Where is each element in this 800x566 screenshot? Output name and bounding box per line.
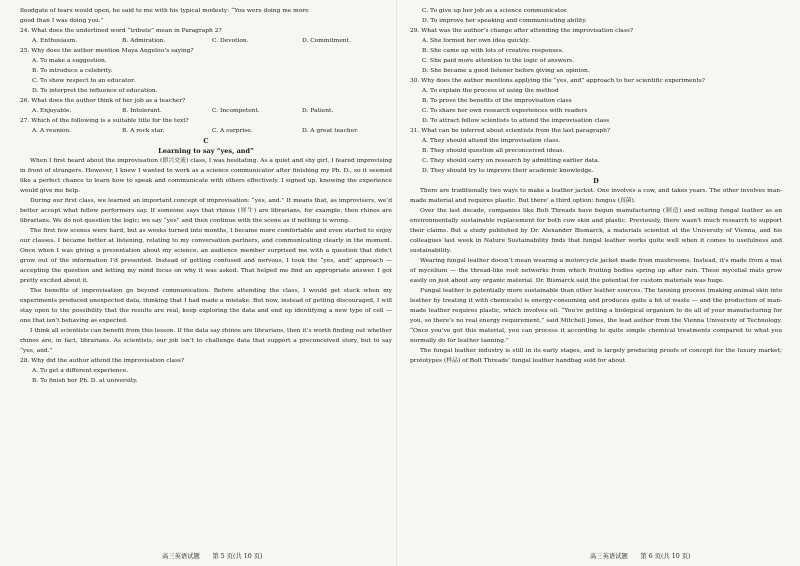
question-26-options <box>20 106 392 116</box>
question-25-stem: 25. Why does the author mention Maya Angelou’s saying? <box>20 48 194 54</box>
passage-paragraph: The first few scenes were hard, but as weeks turned into months, I became more comfortable and even started to enjoy our classes. I became better at listening, relating to my conversation partners, and communicating clearly in the moment. Once when I was giving a presentation about my science, an audience member surprised me with a question that didn’t grow out of the information I’d presented. Instead of getting confused and nervous, I took the “yes, and” approach — accepting the question and letting my mind focus on why it was asked. That helped me find an appropriate answer. I got pretty excited about it. <box>20 228 392 284</box>
option: B. Intolerant. <box>122 108 162 114</box>
passage-paragraph: Wearing fungal leather doesn’t mean wearing a motorcycle jacket made from mushrooms. Instead, it’s made from a mat of mycelium — the thread-like root networks from which fruiting bodies spring up after rain. These mycelial mats grow easily on just about any organic material. Dr. Bismarck said the potential for custom materials was huge. <box>410 258 782 284</box>
option: C. She paid more attention to the logic of answers. <box>422 58 575 64</box>
page-footer: 高三英语试题 第 5 页(共 10 页) <box>162 553 263 560</box>
option: C. To share her own research experiences with readers <box>422 108 588 114</box>
question-31-stem: 31. What can be inferred about scientists from the last paragraph? <box>410 128 611 134</box>
passage-paragraph: When I first heard about the improvisation (即兴交流) class, I was hesitating. As a quiet and shy girl, I feared improvising in front of strangers. However, I knew I wanted to work as a science communicator after finishing my Ph. D., so it seemed like a perfect chance to learn how to speak and communicate with others effectively. I signed up, knowing the experience would give me help. <box>20 158 392 194</box>
option: D. Patient. <box>302 108 334 114</box>
option: C. A surprise. <box>212 128 253 134</box>
page-divider <box>396 0 397 566</box>
option: A. To make a suggestion. <box>32 58 107 64</box>
question-28-stem: 28. Why did the author attend the improvisation class? <box>20 358 185 364</box>
option: B. Admiration. <box>122 38 166 44</box>
option: B. A rock star. <box>122 128 165 134</box>
passage-paragraph: Over the last decade, companies like Bolt Threads have begun manufacturing (制造) and selling fungal leather as an environmentally sustainable replacement for both cow skin and plastic. Previously, there wasn’t much research to support their claims. But a study published by Dr. Alexander Bismarck, a materials scientist at the University of Vienna, and his colleagues last week in Nature Sustainability finds that fungal leather works quite well when it comes to usefulness and sustainability. <box>410 208 782 254</box>
option: C. To give up her job as a science communicator. <box>422 8 568 14</box>
option: A. Enjoyable. <box>32 108 72 114</box>
option: A. They should attend the improvisation class. <box>422 138 561 144</box>
passage-paragraph: The benefits of improvisation go beyond communication. Before attending the class, I would get stuck when my experiments produced unexpected data, thinking that I had made a mistake. But now, instead of getting discouraged, I will stay open to the possibility that the results are real, keep exploring the data and end up identifying a new type of cell — one that isn’t behaving as expected. <box>20 288 392 324</box>
question-27-stem: 27. Which of the following is a suitable title for the text? <box>20 118 189 124</box>
intro-line: good than I was doing you.” <box>20 18 104 24</box>
passage-paragraph: During our first class, we learned an important concept of improvisation: “yes, and.” It means that, as improvisers, we’d better accept what fellow performers say. If someone says that rhinos (犀牛) are librarians, for example, then rhinos are librarians. We do not question the logic; we say “yes” and then continue with the scene as if nothing is wrong. <box>20 198 392 224</box>
option: B. To prove the benefits of the improvisation class <box>422 98 572 104</box>
option: C. Incompetent. <box>212 108 260 114</box>
question-26-stem: 26. What does the author think of her job as a teacher? <box>20 98 186 104</box>
option: B. They should question all preconceived ideas. <box>422 148 565 154</box>
option: D. To attract fellow scientists to attend the improvisation class <box>422 118 610 124</box>
passage-paragraph: There are traditionally two ways to make a leather jacket. One involves a cow, and takes years. The other involves man-made material and requires plastic. But there’ a third option: fungus (真菌). <box>410 188 782 204</box>
option: D. Commitment. <box>302 38 351 44</box>
passage-paragraph: The fungal leather industry is still in its early stages, and is largely producing proofs of concept for the luxury market; prototypes (样品) of Bolt Threads’ fungal leather handbag sold for about <box>410 348 782 364</box>
option: B. To introduce a celebrity. <box>32 68 113 74</box>
passage-paragraph: I think all scientists can benefit from this lesson. If the data say rhinos are librarians, then it’s worth finding out whether rhinos are, in fact, librarians. As scientists, our job isn’t to challenge data that support a preconceived story, but to say “yes, and.” <box>20 328 392 354</box>
question-30-stem: 30. Why does the author mentions applying the “yes, and” approach to her scientific experiments? <box>410 78 705 84</box>
section-letter: C <box>203 137 209 145</box>
question-27-options <box>20 126 392 136</box>
option: C. To show respect to an educator. <box>32 78 136 84</box>
option: C. They should carry on research by admitting earlier data. <box>422 158 600 164</box>
option: C. Devotion. <box>212 38 249 44</box>
option: A. She formed her own idea quickly. <box>422 38 530 44</box>
option: A. A reunion. <box>32 128 72 134</box>
question-29-stem: 29. What was the author’s change after attending the improvisation class? <box>410 28 634 34</box>
question-24-options <box>20 36 392 46</box>
right-page-column <box>410 6 782 366</box>
option: D. They should try to improve their academic knowledge. <box>422 168 594 174</box>
option: D. To interpret the influence of education. <box>32 88 158 94</box>
intro-line: floodgate of tears would open, he said to me with his typical modesty: “You were doing me more <box>20 8 309 14</box>
option: B. To finish her Ph. D. at university. <box>32 378 138 384</box>
left-page-column <box>20 6 392 386</box>
passage-paragraph: Fungal leather is potentially more sustainable than other leather sources. The tanning process (making animal skin into leather by treating it with chemicals) is energy-consuming and produces quite a bit of waste — and the production of man-made leather requires plastic, which involves oil. “You’re getting a biological organism to do all of your manufacturing for you, so there’s no real energy requirement,” said Mitchell Jones, the lead author from the Vienna University of Technology. “Once you’ve got this material, you can process it according to quite simple chemical treatments compared to what you normally do for leather tanning.” <box>410 288 782 344</box>
passage-title: Learning to say “yes, and” <box>158 147 254 155</box>
page-footer: 高三英语试题 第 6 页(共 10 页) <box>590 553 691 560</box>
section-letter: D <box>593 177 599 185</box>
option: D. She became a good listener before giving an opinion. <box>422 68 590 74</box>
option: A. To explain the process of using the method <box>422 88 559 94</box>
option: B. She came up with lots of creative responses. <box>422 48 564 54</box>
question-24-stem: 24. What does the underlined word “tribute” mean in Paragraph 2? <box>20 28 222 34</box>
option: D. A great teacher. <box>302 128 359 134</box>
option: A. To get a different experience. <box>32 368 129 374</box>
option: A. Enthusiasm. <box>32 38 77 44</box>
option: D. To improve her speaking and communicating ability. <box>422 18 587 24</box>
